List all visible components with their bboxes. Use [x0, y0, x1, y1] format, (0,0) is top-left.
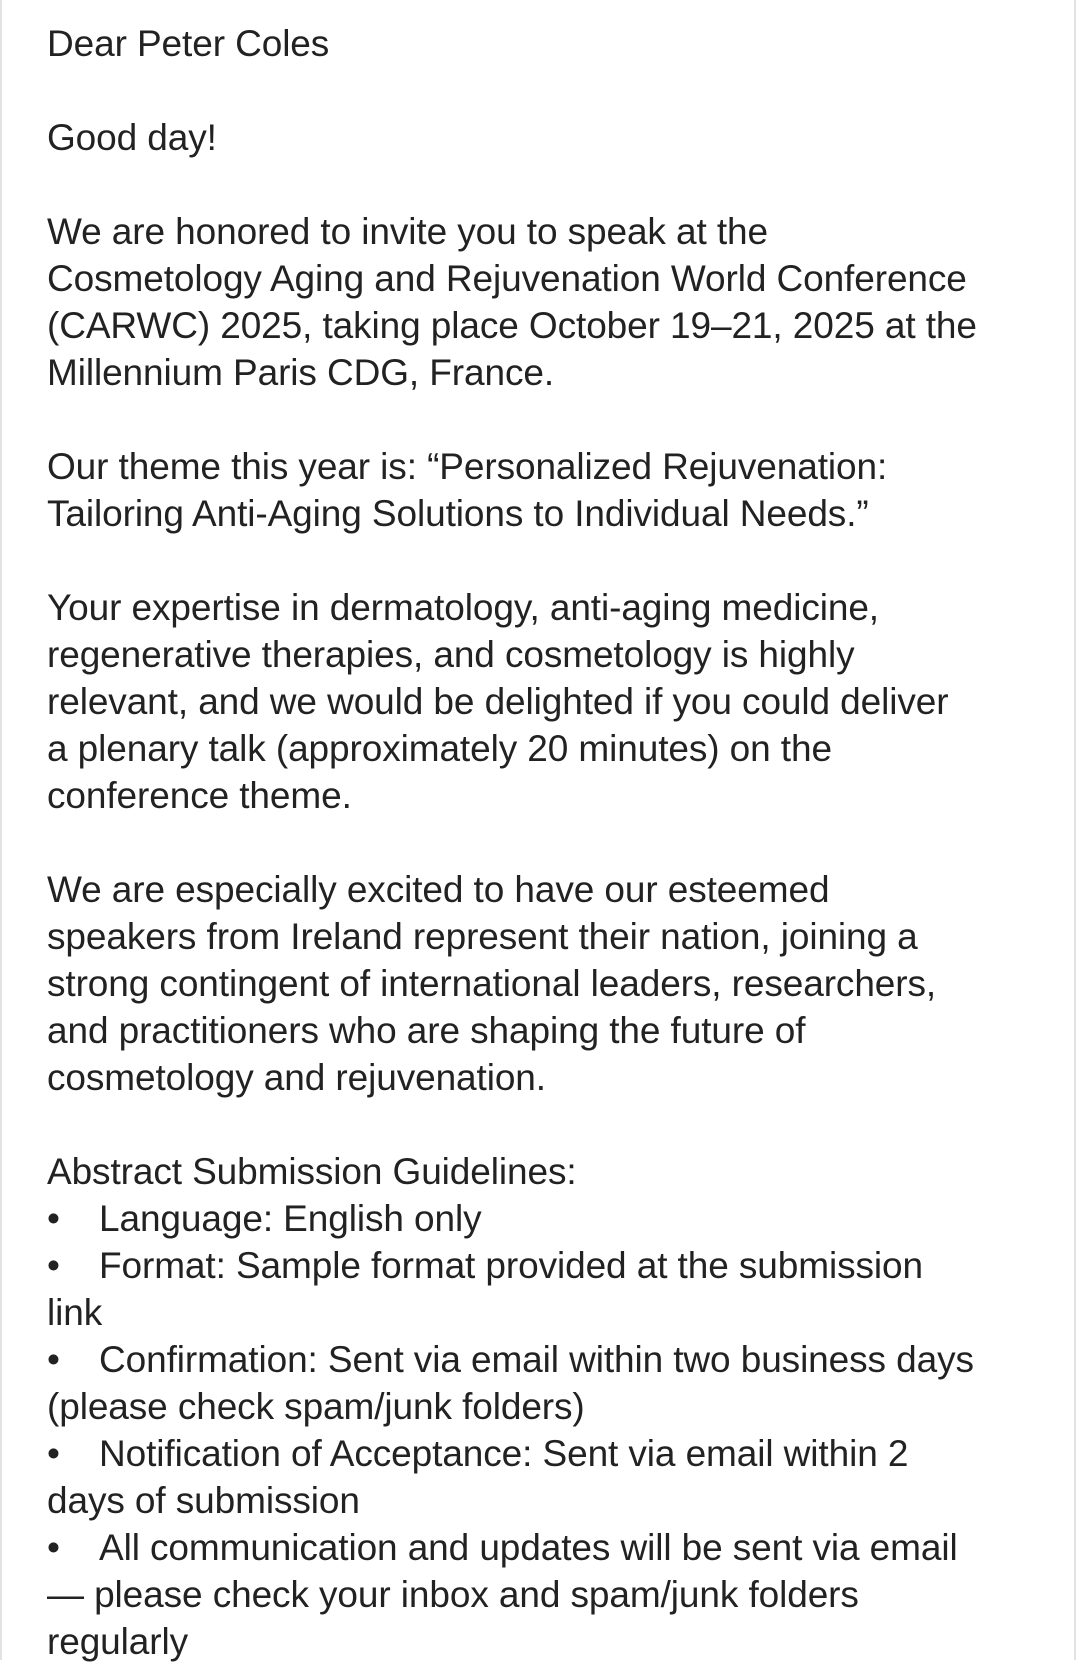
guideline-text: Notification of Acceptance: Sent via email within 2 days of submission	[47, 1433, 909, 1521]
paragraph-gap	[47, 67, 1057, 114]
theme-paragraph: Our theme this year is: “Personalized Rejuvenation: Tailoring Anti-Aging Solutions to Individual Needs.”	[47, 446, 888, 534]
paragraph-gap	[47, 396, 1057, 443]
paragraph-gap	[47, 1101, 1057, 1148]
paragraph-gap	[47, 161, 1057, 208]
guidelines-list	[47, 1195, 977, 1665]
expertise-paragraph: Your expertise in dermatology, anti-aging medicine, regenerative therapies, and cosmetology is highly relevant, and we would be delighted if you could deliver a plenary talk (approximately 20 minutes) on the conference theme.	[47, 587, 949, 816]
bullet-icon: •	[47, 1527, 60, 1568]
guideline-item	[47, 1195, 977, 1242]
speakers-paragraph: We are especially excited to have our esteemed speakers from Ireland represent their nation, joining a strong contingent of international leaders, researchers, and practitioners who are shaping the future of cosmetology and rejuvenation.	[47, 869, 937, 1098]
guideline-item	[47, 1336, 977, 1430]
guideline-item	[47, 1430, 977, 1524]
email-body	[47, 20, 1057, 1665]
guideline-text: Confirmation: Sent via email within two business days (please check spam/junk folders)	[47, 1339, 974, 1427]
bullet-icon: •	[47, 1433, 60, 1474]
paragraph-gap	[47, 537, 1057, 584]
guideline-text: Format: Sample format provided at the submission link	[47, 1245, 923, 1333]
guideline-item	[47, 1242, 977, 1336]
bullet-icon: •	[47, 1339, 60, 1380]
paragraph-gap	[47, 819, 1057, 866]
bullet-icon: •	[47, 1245, 60, 1286]
guideline-text: All communication and updates will be sent via email — please check your inbox and spam/junk folders regularly	[47, 1527, 958, 1662]
guideline-item	[47, 1524, 977, 1665]
guideline-text: Language: English only	[99, 1198, 482, 1239]
salutation: Good day!	[47, 117, 217, 158]
guidelines-heading: Abstract Submission Guidelines:	[47, 1151, 577, 1192]
greeting: Dear Peter Coles	[47, 23, 330, 64]
bullet-icon: •	[47, 1198, 60, 1239]
invitation-paragraph: We are honored to invite you to speak at the Cosmetology Aging and Rejuvenation World Conference (CARWC) 2025, taking place October 19–21, 2025 at the Millennium Paris CDG, France.	[47, 211, 977, 393]
